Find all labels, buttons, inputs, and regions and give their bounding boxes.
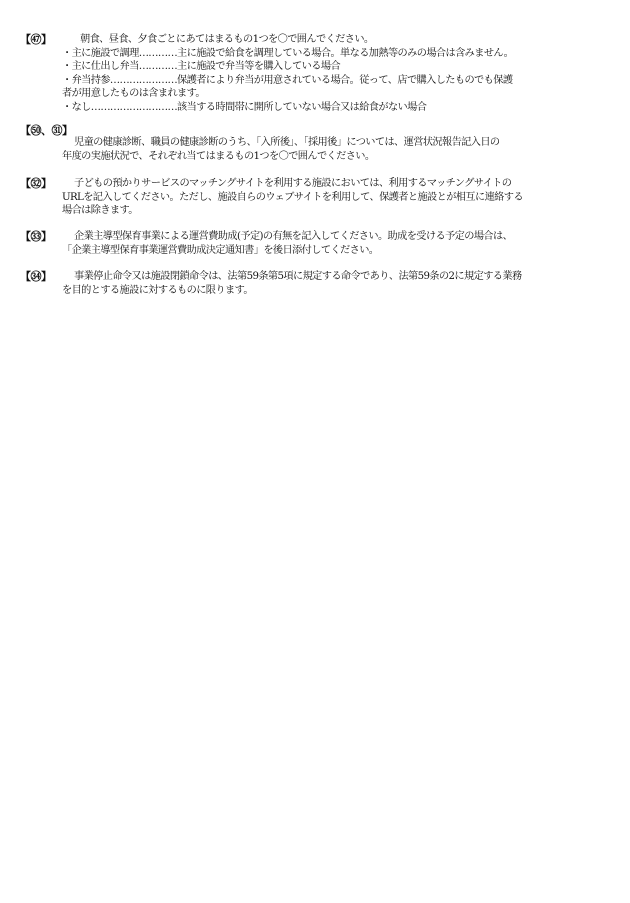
note-text-line: 朝食、昼食、夕食ごとにあてはまるもの1つを〇で囲んでください。 (80, 34, 374, 45)
note-body (62, 136, 618, 163)
note-text-line: 者が用意したものは含まれます。 (62, 88, 205, 99)
note-text-line: 事業停止命令又は施設閉鎖命令は、法第59条第5項に規定する命令であり、法第59条の2に規定する業務 (74, 271, 522, 282)
note-text-line: 企業主導型保育事業による運営費助成(予定)の有無を記入してください。助成を受ける予定の場合は、 (74, 231, 513, 242)
note-text-line: 場合は除きます。 (62, 205, 138, 216)
note-label: 【㊼】 (20, 33, 52, 46)
note-text-line: 子どもの預かりサービスのマッチングサイトを利用する施設においては、利用するマッチングサイトの (74, 178, 512, 189)
note-text-line: URLを記入してください。ただし、施設自らのウェブサイトを利用して、保護者と施設とが相互に連絡する (62, 191, 523, 203)
note-body (62, 230, 618, 257)
note-bullet-item: ・弁当持参…………………保護者により弁当が用意されている場合。従って、店で購入したものでも保護 (62, 74, 513, 86)
note-body (62, 177, 618, 218)
note-label: 【㊿、㉛】 (20, 124, 73, 137)
note-label: 【㉞】 (20, 270, 52, 283)
note-label: 【㉝】 (20, 230, 52, 243)
note-text-line: を目的とする施設に対するものに限ります。 (62, 284, 253, 296)
note-bullet-item: ・主に施設で調理…………主に施設で給食を調理している場合。単なる加熱等のみの場合は含みません。 (62, 47, 514, 59)
note-bullet-item: ・なし………………………該当する時間帯に開所していない場合又は給食がない場合 (62, 101, 427, 113)
note-text-line: 年度の実施状況で、それぞれ当てはまるもの1つを〇で囲んでください。 (62, 150, 375, 162)
note-bullet-item: ・主に仕出し弁当…………主に施設で弁当等を購入している場合 (62, 61, 341, 72)
note-text-line: 「企業主導型保育事業運営費助成決定通知書」を後日添付してください。 (62, 244, 379, 256)
note-body (62, 33, 618, 114)
note-text-line: 児童の健康診断、職員の健康診断のうち、「入所後」、「採用後」については、運営状況報告記入日の (74, 137, 500, 148)
note-body (62, 270, 618, 297)
note-label: 【㉜】 (20, 177, 52, 190)
